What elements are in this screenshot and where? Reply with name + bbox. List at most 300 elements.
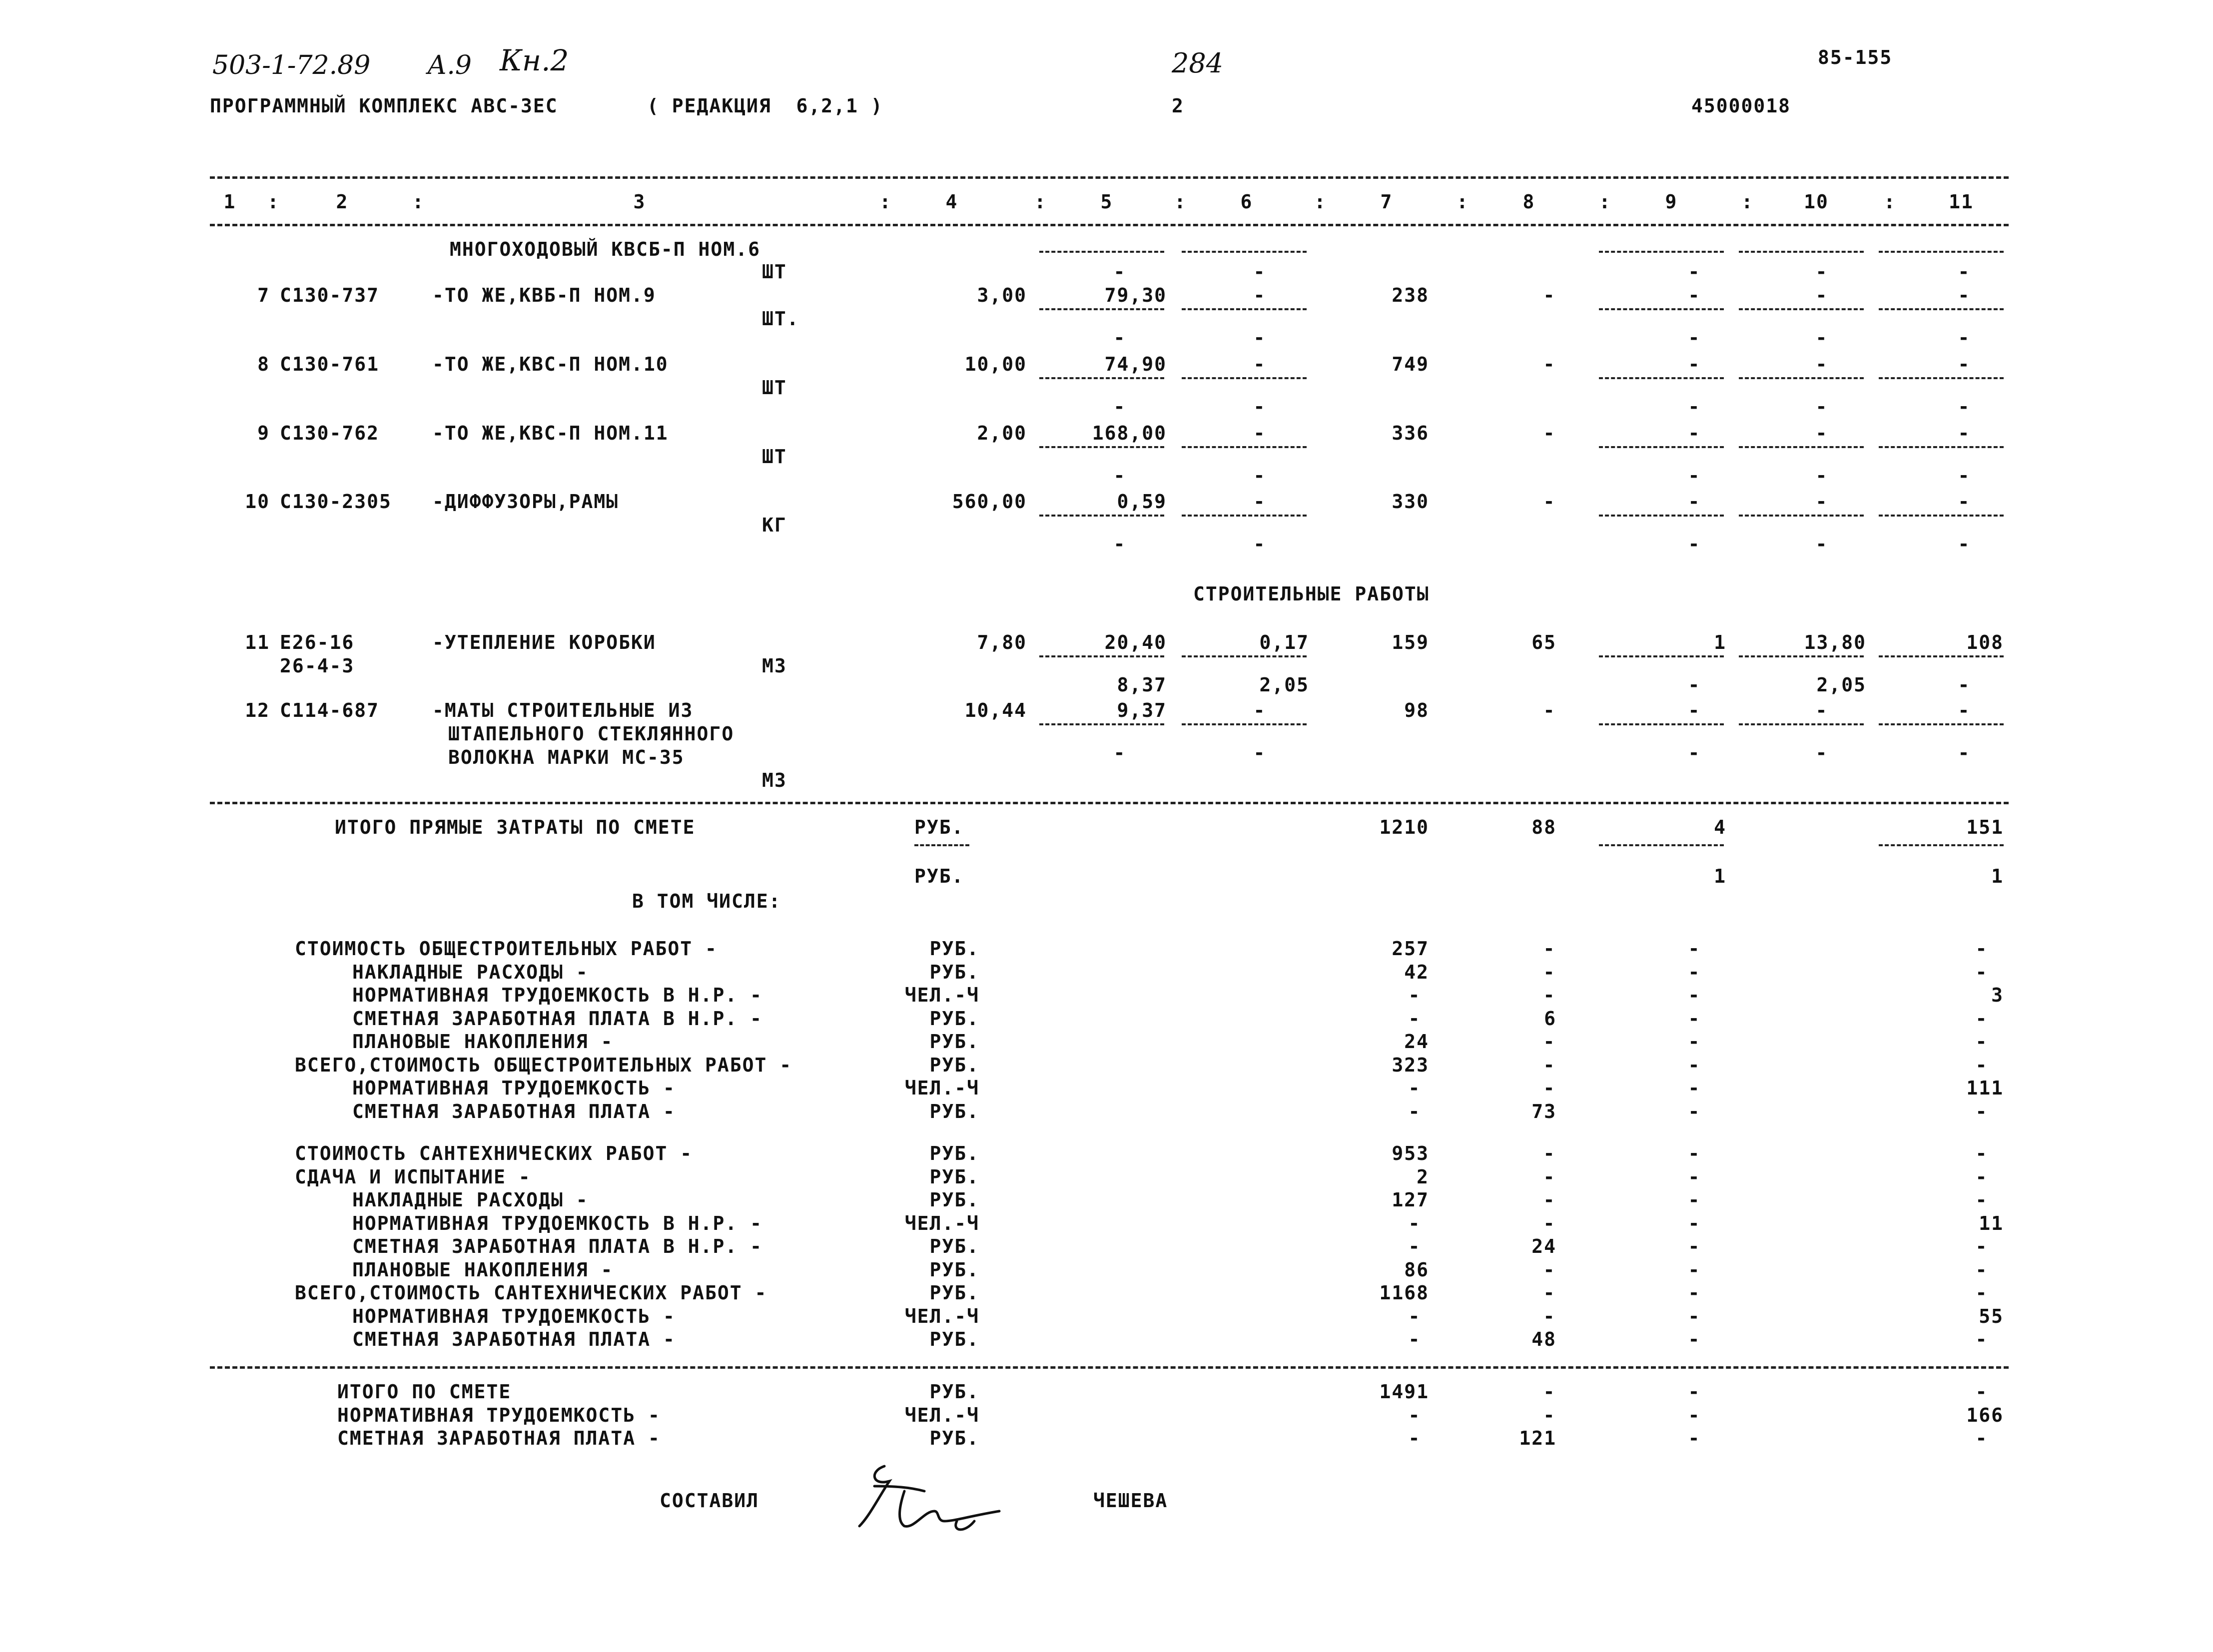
direct-costs-c8: 88 (1531, 816, 1556, 838)
price-rule (1739, 446, 1864, 448)
summary-unit: РУБ. (929, 1100, 979, 1122)
price-rule (1039, 308, 1164, 310)
price-rule (1599, 308, 1724, 310)
summary-c7: 86 (1404, 1258, 1429, 1281)
column-header-3: 3 (633, 191, 646, 213)
dash-mark: - (1543, 1142, 1555, 1164)
dash-mark: - (1975, 1189, 1987, 1211)
dash-mark: - (1543, 938, 1555, 960)
item-col11: 108 (1966, 631, 2004, 653)
summary-unit: РУБ. (929, 1054, 979, 1076)
price-rule (1039, 251, 1164, 253)
item-code: С130-2305 (280, 491, 392, 513)
summary-c7: 127 (1392, 1189, 1429, 1211)
summary-label: СМЕТНАЯ ЗАРАБОТНАЯ ПЛАТА - (352, 1328, 676, 1350)
section-title: СТРОИТЕЛЬНЫЕ РАБОТЫ (1193, 583, 1430, 605)
dash-mark: - (1975, 1165, 1987, 1188)
dash-mark: - (1253, 699, 1265, 721)
document-code: 45000018 (1691, 95, 1791, 117)
dash-mark: - (1975, 1007, 1987, 1030)
item-total: 238 (1392, 284, 1429, 306)
summary-unit: РУБ. (929, 1142, 979, 1164)
dash-mark: - (1543, 1212, 1555, 1234)
item-col10-salary: 2,05 (1816, 674, 1866, 696)
dash-mark: - (1688, 699, 1700, 721)
column-header-8: 8 (1522, 191, 1535, 213)
dash-mark: - (1688, 1077, 1700, 1099)
grand-total-unit: ЧЕЛ.-Ч (904, 1404, 979, 1426)
dash-mark: - (1815, 465, 1827, 487)
dash-mark: - (1688, 533, 1700, 555)
dash-mark: - (1958, 533, 1970, 555)
grand-total-c8: 121 (1519, 1427, 1556, 1449)
item-unit: КГ (762, 514, 787, 536)
dash-mark: - (1688, 1142, 1700, 1164)
dash-mark: - (1688, 465, 1700, 487)
column-header-9: 9 (1665, 191, 1678, 213)
dash-mark: - (1688, 1165, 1700, 1188)
item-total: 749 (1392, 353, 1429, 375)
dash-mark: - (1688, 353, 1700, 375)
column-header-1: 1 (223, 191, 236, 213)
item-code: С130-762 (280, 422, 380, 444)
dash-mark: - (1688, 1054, 1700, 1076)
dash-mark: - (1408, 1427, 1420, 1449)
summary-c7: 953 (1392, 1142, 1429, 1164)
dash-mark: - (1688, 396, 1700, 418)
dash-mark: - (1975, 1235, 1987, 1257)
summary-label: НОРМАТИВНАЯ ТРУДОЕМКОСТЬ - (352, 1305, 676, 1327)
edition-label: ( РЕДАКЦИЯ 6,2,1 ) (647, 95, 883, 117)
item-number: 10 (245, 491, 270, 513)
summary-unit: РУБ. (929, 938, 979, 960)
dash-mark: - (1543, 1054, 1555, 1076)
item-col6-salary: 2,05 (1259, 674, 1309, 696)
summary-c8: 24 (1531, 1235, 1556, 1257)
summary-c11: 111 (1966, 1077, 2004, 1099)
item-name: -ТО ЖЕ,КВС-П НОМ.11 (432, 422, 669, 444)
dash-mark: - (1975, 1328, 1987, 1350)
price-rule (1182, 723, 1307, 725)
summary-c11: 11 (1979, 1212, 2004, 1234)
dash-mark: - (1688, 961, 1700, 983)
dash-mark: - (1408, 1100, 1420, 1122)
dash-mark: - (1975, 1142, 1987, 1164)
direct-costs-c7: 1210 (1379, 816, 1429, 838)
dash-mark: - (1253, 353, 1265, 375)
price-rule (1039, 446, 1164, 448)
price-rule (1879, 655, 2004, 657)
dash-mark: - (1543, 422, 1555, 444)
dash-mark: - (1408, 1007, 1420, 1030)
item-name-line: -МАТЫ СТРОИТЕЛЬНЫЕ ИЗ (432, 699, 694, 721)
price-rule (1182, 308, 1307, 310)
column-header-4: 4 (945, 191, 958, 213)
dash-mark: - (1253, 465, 1265, 487)
price-rule (1039, 515, 1164, 517)
dash-mark: - (1958, 422, 1970, 444)
summary-label: ПЛАНОВЫЕ НАКОПЛЕНИЯ - (352, 1031, 614, 1053)
summary-c7: 257 (1392, 938, 1429, 960)
summary-unit: РУБ. (929, 1031, 979, 1053)
item-number: 8 (257, 353, 270, 375)
item-price: 74,90 (1104, 353, 1167, 375)
dash-mark: - (1113, 742, 1125, 764)
price-rule (1182, 377, 1307, 379)
direct-costs-c9: 4 (1714, 816, 1726, 838)
totals-rule (210, 802, 2009, 804)
item-code: С130-737 (280, 284, 380, 306)
direct-costs-label: ИТОГО ПРЯМЫЕ ЗАТРАТЫ ПО СМЕТЕ (335, 816, 696, 838)
column-separator: : (1034, 191, 1047, 213)
column-header-6: 6 (1240, 191, 1253, 213)
column-separator: : (1599, 191, 1611, 213)
item-code: С130-761 (280, 353, 380, 375)
summary-c8: 73 (1531, 1100, 1556, 1122)
item-name: -ТО ЖЕ,КВС-П НОМ.10 (432, 353, 669, 375)
dash-mark: - (1815, 353, 1827, 375)
price-rule (1599, 446, 1724, 448)
direct-costs-c11: 151 (1966, 816, 2004, 838)
dash-mark: - (1408, 1077, 1420, 1099)
column-separator: : (879, 191, 892, 213)
dash-mark: - (1688, 742, 1700, 764)
dash-mark: - (1543, 491, 1555, 513)
header-rule-bottom (210, 224, 2009, 226)
summary-unit: РУБ. (929, 1235, 979, 1257)
summary-label: НОРМАТИВНАЯ ТРУДОЕМКОСТЬ В Н.Р. - (352, 984, 762, 1006)
item-number: 9 (257, 422, 270, 444)
dash-mark: - (1975, 1258, 1987, 1281)
item-unit: ШТ (762, 377, 787, 399)
dash-mark: - (1958, 674, 1970, 696)
price-rule (1599, 515, 1724, 517)
dash-mark: - (1113, 327, 1125, 349)
direct-costs-c9-2: 1 (1714, 865, 1726, 887)
dash-mark: - (1688, 1381, 1700, 1403)
dash-mark: - (1958, 699, 1970, 721)
summary-unit: РУБ. (929, 1258, 979, 1281)
dash-mark: - (1543, 1404, 1555, 1426)
dash-mark: - (1975, 1100, 1987, 1122)
dash-mark: - (1408, 984, 1420, 1006)
dash-mark: - (1688, 1235, 1700, 1257)
dash-mark: - (1543, 699, 1555, 721)
dash-mark: - (1688, 1404, 1700, 1426)
summary-label: СМЕТНАЯ ЗАРАБОТНАЯ ПЛАТА В Н.Р. - (352, 1007, 762, 1030)
dash-mark: - (1975, 1031, 1987, 1053)
price-rule (1182, 446, 1307, 448)
dash-mark: - (1543, 1189, 1555, 1211)
item-name: -УТЕПЛЕНИЕ КОРОБКИ (432, 631, 656, 653)
item-number: 7 (257, 284, 270, 306)
dash-mark: - (1688, 1258, 1700, 1281)
price-rule (1039, 655, 1164, 657)
signature (849, 1451, 1009, 1541)
price-rule (1039, 377, 1164, 379)
dash-mark: - (1688, 261, 1700, 283)
summary-c7: 24 (1404, 1031, 1429, 1053)
totals-sub-rule (1599, 844, 1724, 846)
summary-c8: 48 (1531, 1328, 1556, 1350)
dash-mark: - (1543, 1165, 1555, 1188)
summary-c7: 2 (1417, 1165, 1429, 1188)
item-unit: ШТ (762, 261, 787, 283)
price-rule (1879, 308, 2004, 310)
item-price-salary: 8,37 (1117, 674, 1167, 696)
grand-total-unit: РУБ. (929, 1427, 979, 1449)
dash-mark: - (1688, 1282, 1700, 1304)
price-rule (1599, 251, 1724, 253)
item-number: 12 (245, 699, 270, 721)
summary-unit: РУБ. (929, 1189, 979, 1211)
dash-mark: - (1253, 533, 1265, 555)
price-rule (1182, 251, 1307, 253)
price-rule (1039, 723, 1164, 725)
item-total: 330 (1392, 491, 1429, 513)
grand-total-unit: РУБ. (929, 1381, 979, 1403)
dash-mark: - (1253, 284, 1265, 306)
dash-mark: - (1688, 1031, 1700, 1053)
program-title: ПРОГРАММНЫЙ КОМПЛЕКС АВС-3ЕС (210, 95, 558, 117)
dash-mark: - (1113, 396, 1125, 418)
compiled-by-label: СОСТАВИЛ (660, 1490, 759, 1512)
dash-mark: - (1975, 1427, 1987, 1449)
summary-unit: ЧЕЛ.-Ч (904, 1212, 979, 1234)
document-number: 85-155 (1818, 46, 1893, 68)
item-price: 79,30 (1104, 284, 1167, 306)
dash-mark: - (1688, 284, 1700, 306)
summary-unit: ЧЕЛ.-Ч (904, 984, 979, 1006)
summary-unit: РУБ. (929, 1328, 979, 1350)
item-price: 9,37 (1117, 699, 1167, 721)
dash-mark: - (1543, 961, 1555, 983)
handwritten-album: А.9 (427, 50, 472, 80)
column-separator: : (267, 191, 280, 213)
price-rule (1739, 251, 1864, 253)
dash-mark: - (1113, 261, 1125, 283)
dash-mark: - (1408, 1212, 1420, 1234)
compiler-name: ЧЕШЕВА (1093, 1490, 1168, 1512)
item-price: 20,40 (1104, 631, 1167, 653)
item-price: 168,00 (1092, 422, 1167, 444)
dash-mark: - (1688, 1212, 1700, 1234)
grand-total-label: НОРМАТИВНАЯ ТРУДОЕМКОСТЬ - (337, 1404, 661, 1426)
column-header-11: 11 (1949, 191, 1974, 213)
dash-mark: - (1543, 1031, 1555, 1053)
price-rule (1879, 377, 2004, 379)
dash-mark: - (1408, 1404, 1420, 1426)
dash-mark: - (1253, 327, 1265, 349)
item-col9: 1 (1714, 631, 1726, 653)
price-rule (1599, 377, 1724, 379)
summary-c8: 6 (1544, 1007, 1556, 1030)
summary-label: СДАЧА И ИСПЫТАНИЕ - (295, 1165, 531, 1188)
dash-mark: - (1113, 533, 1125, 555)
column-separator: : (1457, 191, 1469, 213)
price-rule (1739, 655, 1864, 657)
dash-mark: - (1958, 327, 1970, 349)
summary-c11: 55 (1979, 1305, 2004, 1327)
summary-unit: РУБ. (929, 1007, 979, 1030)
dash-mark: - (1815, 699, 1827, 721)
dash-mark: - (1815, 284, 1827, 306)
column-separator: : (1174, 191, 1187, 213)
dash-mark: - (1958, 465, 1970, 487)
summary-label: СТОИМОСТЬ САНТЕХНИЧЕСКИХ РАБОТ - (295, 1142, 693, 1164)
grand-total-rule (210, 1366, 2009, 1369)
item-quantity: 2,00 (977, 422, 1027, 444)
item-name: -ТО ЖЕ,КВБ-П НОМ.9 (432, 284, 656, 306)
item-quantity: 7,80 (977, 631, 1027, 653)
dash-mark: - (1408, 1305, 1420, 1327)
dash-mark: - (1253, 491, 1265, 513)
summary-label: ВСЕГО,СТОИМОСТЬ ОБЩЕСТРОИТЕЛЬНЫХ РАБОТ - (295, 1054, 792, 1076)
price-rule (1182, 655, 1307, 657)
dash-mark: - (1543, 1077, 1555, 1099)
sheet-number: 2 (1172, 95, 1184, 117)
dash-mark: - (1543, 1282, 1555, 1304)
dash-mark: - (1975, 1054, 1987, 1076)
dash-mark: - (1688, 1100, 1700, 1122)
dash-mark: - (1975, 1381, 1987, 1403)
item-quantity: 10,44 (964, 699, 1027, 721)
summary-label: НАКЛАДНЫЕ РАСХОДЫ - (352, 1189, 589, 1211)
price-rule (1879, 723, 2004, 725)
grand-total-c7: 1491 (1379, 1381, 1429, 1403)
dash-mark: - (1688, 491, 1700, 513)
item-code: Е26-16 (280, 631, 355, 653)
dash-mark: - (1815, 396, 1827, 418)
item-quantity: 560,00 (952, 491, 1027, 513)
price-rule (1739, 515, 1864, 517)
dash-mark: - (1688, 938, 1700, 960)
price-rule (1879, 446, 2004, 448)
dash-mark: - (1688, 674, 1700, 696)
dash-mark: - (1688, 984, 1700, 1006)
unit-rule (914, 844, 969, 846)
item-unit: М3 (762, 655, 787, 677)
dash-mark: - (1113, 465, 1125, 487)
price-rule (1599, 723, 1724, 725)
item-unit: ШТ (762, 446, 787, 468)
column-header-5: 5 (1100, 191, 1113, 213)
grand-total-c11: 166 (1966, 1404, 2004, 1426)
handwritten-project-code: 503-1-72.89 (212, 50, 371, 80)
dash-mark: - (1815, 261, 1827, 283)
dash-mark: - (1253, 261, 1265, 283)
dash-mark: - (1253, 742, 1265, 764)
dash-mark: - (1688, 1007, 1700, 1030)
item-code: С114-687 (280, 699, 380, 721)
dash-mark: - (1543, 1305, 1555, 1327)
dash-mark: - (1815, 491, 1827, 513)
item-name: -ДИФФУЗОРЫ,РАМЫ (432, 491, 619, 513)
item-number: 11 (245, 631, 270, 653)
item-total: 98 (1404, 699, 1429, 721)
price-rule (1879, 251, 2004, 253)
dash-mark: - (1408, 1328, 1420, 1350)
summary-c11: 3 (1991, 984, 2004, 1006)
price-rule (1879, 515, 2004, 517)
dash-mark: - (1688, 1189, 1700, 1211)
dash-mark: - (1975, 961, 1987, 983)
summary-unit: РУБ. (929, 1282, 979, 1304)
item-unit: М3 (762, 769, 787, 791)
item-quantity: 3,00 (977, 284, 1027, 306)
summary-unit: РУБ. (929, 961, 979, 983)
item-total: 159 (1392, 631, 1429, 653)
column-header-10: 10 (1804, 191, 1829, 213)
summary-label: ПЛАНОВЫЕ НАКОПЛЕНИЯ - (352, 1258, 614, 1281)
summary-label: НОРМАТИВНАЯ ТРУДОЕМКОСТЬ В Н.Р. - (352, 1212, 762, 1234)
item-price: 0,59 (1117, 491, 1167, 513)
dash-mark: - (1688, 1305, 1700, 1327)
summary-unit: ЧЕЛ.-Ч (904, 1305, 979, 1327)
price-rule (1739, 308, 1864, 310)
header-rule-top (210, 176, 2009, 179)
column-header-7: 7 (1380, 191, 1393, 213)
dash-mark: - (1815, 422, 1827, 444)
dash-mark: - (1543, 353, 1555, 375)
direct-costs-c11-2: 1 (1991, 865, 2004, 887)
dash-mark: - (1408, 1235, 1420, 1257)
including-label: В ТОМ ЧИСЛЕ: (632, 890, 781, 912)
dash-mark: - (1815, 742, 1827, 764)
handwritten-book: Кн.2 (500, 43, 569, 77)
totals-sub-rule (1879, 844, 2004, 846)
summary-c7: 42 (1404, 961, 1429, 983)
dash-mark: - (1958, 396, 1970, 418)
price-rule (1599, 655, 1724, 657)
item-name-line: ВОЛОКНА МАРКИ МС-35 (448, 746, 685, 768)
direct-costs-unit: РУБ. (914, 816, 964, 838)
item-quantity: 10,00 (964, 353, 1027, 375)
column-separator: : (1314, 191, 1327, 213)
dash-mark: - (1815, 533, 1827, 555)
dash-mark: - (1253, 396, 1265, 418)
dash-mark: - (1958, 284, 1970, 306)
summary-label: СМЕТНАЯ ЗАРАБОТНАЯ ПЛАТА В Н.Р. - (352, 1235, 762, 1257)
dash-mark: - (1688, 1427, 1700, 1449)
column-separator: : (412, 191, 425, 213)
summary-label: ВСЕГО,СТОИМОСТЬ САНТЕХНИЧЕСКИХ РАБОТ - (295, 1282, 767, 1304)
item-unit: ШТ. (762, 308, 799, 330)
item-name-line: ШТАПЕЛЬНОГО СТЕКЛЯННОГО (448, 723, 735, 745)
grand-total-label: СМЕТНАЯ ЗАРАБОТНАЯ ПЛАТА - (337, 1427, 661, 1449)
summary-unit: ЧЕЛ.-Ч (904, 1077, 979, 1099)
price-rule (1739, 377, 1864, 379)
summary-label: НАКЛАДНЫЕ РАСХОДЫ - (352, 961, 589, 983)
item-col8: 65 (1531, 631, 1556, 653)
handwritten-page-number: 284 (1172, 47, 1224, 79)
dash-mark: - (1975, 1282, 1987, 1304)
dash-mark: - (1958, 353, 1970, 375)
summary-label: НОРМАТИВНАЯ ТРУДОЕМКОСТЬ - (352, 1077, 676, 1099)
item-name: МНОГОХОДОВЫЙ КВСБ-П НОМ.6 (450, 238, 760, 260)
summary-label: СТОИМОСТЬ ОБЩЕСТРОИТЕЛЬНЫХ РАБОТ - (295, 938, 718, 960)
price-rule (1739, 723, 1864, 725)
dash-mark: - (1543, 284, 1555, 306)
item-code-2: 26-4-3 (280, 655, 355, 677)
dash-mark: - (1688, 327, 1700, 349)
summary-unit: РУБ. (929, 1165, 979, 1188)
direct-costs-unit-2: РУБ. (914, 865, 964, 887)
column-header-2: 2 (336, 191, 349, 213)
dash-mark: - (1543, 1258, 1555, 1281)
dash-mark: - (1815, 327, 1827, 349)
dash-mark: - (1688, 422, 1700, 444)
